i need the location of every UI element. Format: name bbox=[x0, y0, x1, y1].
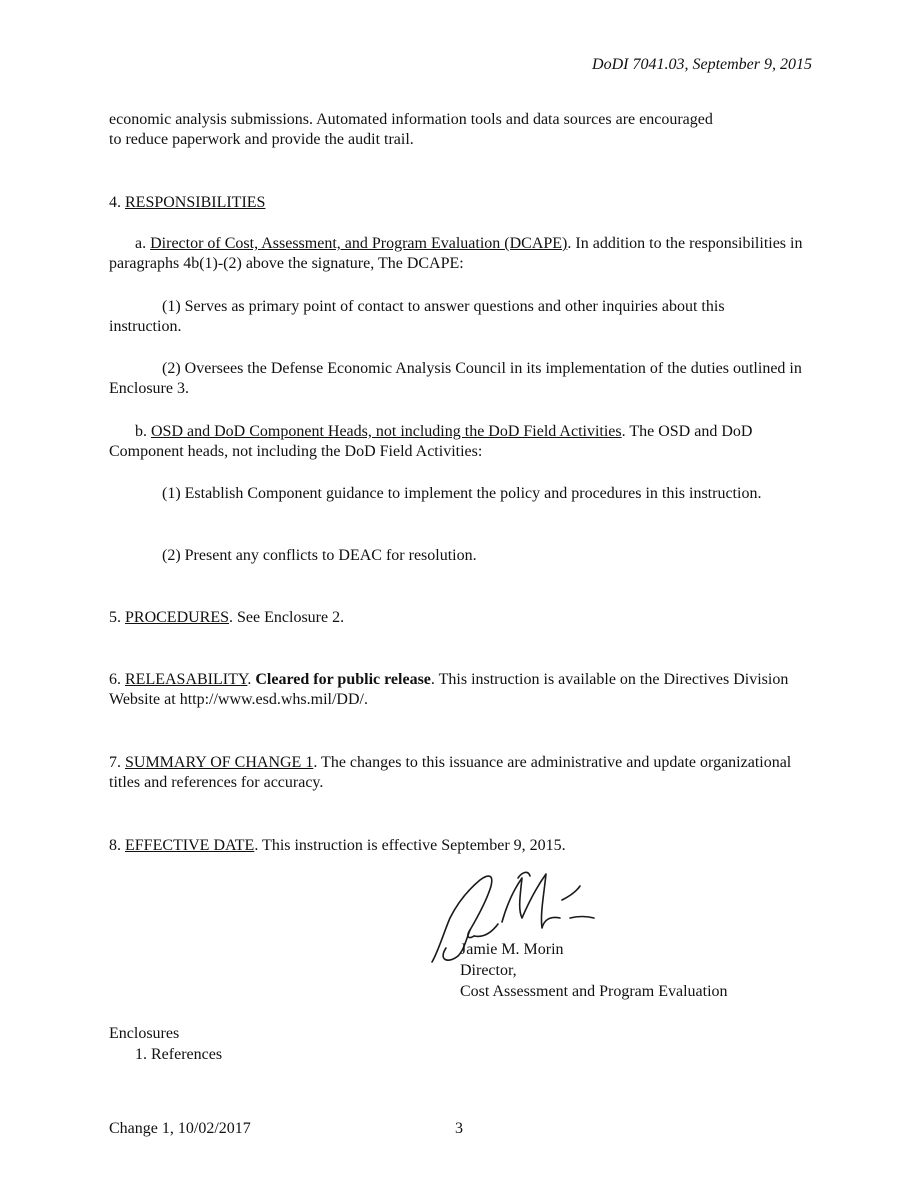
section-4a-title: Director of Cost, Assessment, and Program Evaluation (DCAPE) bbox=[150, 235, 568, 252]
section-4a-text: . In addition to the responsibilities in paragraphs 4b(1)-(2) above the signature, The DCAPE: bbox=[109, 235, 803, 272]
section-4b-text: . The OSD and DoD Component heads, not including the DoD Field Activities: bbox=[109, 423, 753, 460]
section-5-paragraph bbox=[109, 608, 819, 628]
section-8-number: 8. bbox=[109, 837, 125, 854]
section-4b-paragraph bbox=[109, 422, 819, 462]
section-7-paragraph bbox=[109, 753, 799, 793]
enclosures-heading: Enclosures bbox=[109, 1025, 180, 1042]
footer-page-number: 3 bbox=[455, 1120, 463, 1137]
section-4a-item-1: (1) Serves as primary point of contact to answer questions and other inquiries about this instruction. bbox=[109, 298, 725, 335]
section-5-title: PROCEDURES bbox=[125, 609, 230, 626]
page-header: DoDI 7041.03, September 9, 2015 bbox=[592, 56, 812, 73]
intro-line-1: economic analysis submissions. Automated information tools and data sources are encouraged bbox=[109, 111, 713, 128]
signer-title-line-2: Cost Assessment and Program Evaluation bbox=[460, 983, 728, 1000]
section-8-title: EFFECTIVE DATE bbox=[125, 837, 255, 854]
intro-paragraph bbox=[109, 110, 819, 150]
section-6-title: RELEASABILITY bbox=[125, 671, 248, 688]
section-6-text: . This instruction is available on the Directives Division Website at http://www.esd.whs.mil/DD/. bbox=[109, 671, 789, 708]
section-7-title: SUMMARY OF CHANGE 1 bbox=[125, 754, 314, 771]
section-7-number: 7. bbox=[109, 754, 125, 771]
section-4-heading bbox=[109, 193, 819, 213]
section-6-paragraph bbox=[109, 670, 799, 710]
section-7-text: . The changes to this issuance are administrative and update organizational titles and references for accuracy. bbox=[109, 754, 792, 791]
signer-name: Jamie M. Morin bbox=[460, 941, 564, 958]
signature-block bbox=[460, 940, 728, 1002]
section-8-paragraph bbox=[109, 836, 819, 856]
section-8-text: . This instruction is effective September 9, 2015. bbox=[254, 837, 566, 854]
section-4b-item-1: (1) Establish Component guidance to implement the policy and procedures in this instruction. bbox=[162, 485, 762, 502]
section-4a-label: a. bbox=[135, 235, 151, 252]
section-4b-title: OSD and DoD Component Heads, not including the DoD Field Activities bbox=[151, 423, 622, 440]
section-6-number: 6. bbox=[109, 671, 125, 688]
section-4a-item-2: (2) Oversees the Defense Economic Analysis Council in its implementation of the duties outlined in Enclosure 3. bbox=[109, 360, 802, 397]
section-5-text: . See Enclosure 2. bbox=[229, 609, 345, 626]
section-6-separator: . bbox=[247, 671, 256, 688]
section-4a-paragraph bbox=[109, 234, 819, 274]
section-4-number: 4. bbox=[109, 194, 125, 211]
enclosure-item-1: 1. References bbox=[135, 1046, 223, 1063]
section-5-number: 5. bbox=[109, 609, 125, 626]
section-4-title: RESPONSIBILITIES bbox=[125, 194, 266, 211]
footer-change-info: Change 1, 10/02/2017 bbox=[109, 1120, 251, 1137]
intro-line-2: to reduce paperwork and provide the audit trail. bbox=[109, 131, 414, 148]
section-4b-label: b. bbox=[135, 423, 151, 440]
section-6-bold-text: Cleared for public release bbox=[255, 671, 431, 688]
signer-title-line-1: Director, bbox=[460, 962, 517, 979]
section-4b-item-2: (2) Present any conflicts to DEAC for resolution. bbox=[162, 547, 477, 564]
